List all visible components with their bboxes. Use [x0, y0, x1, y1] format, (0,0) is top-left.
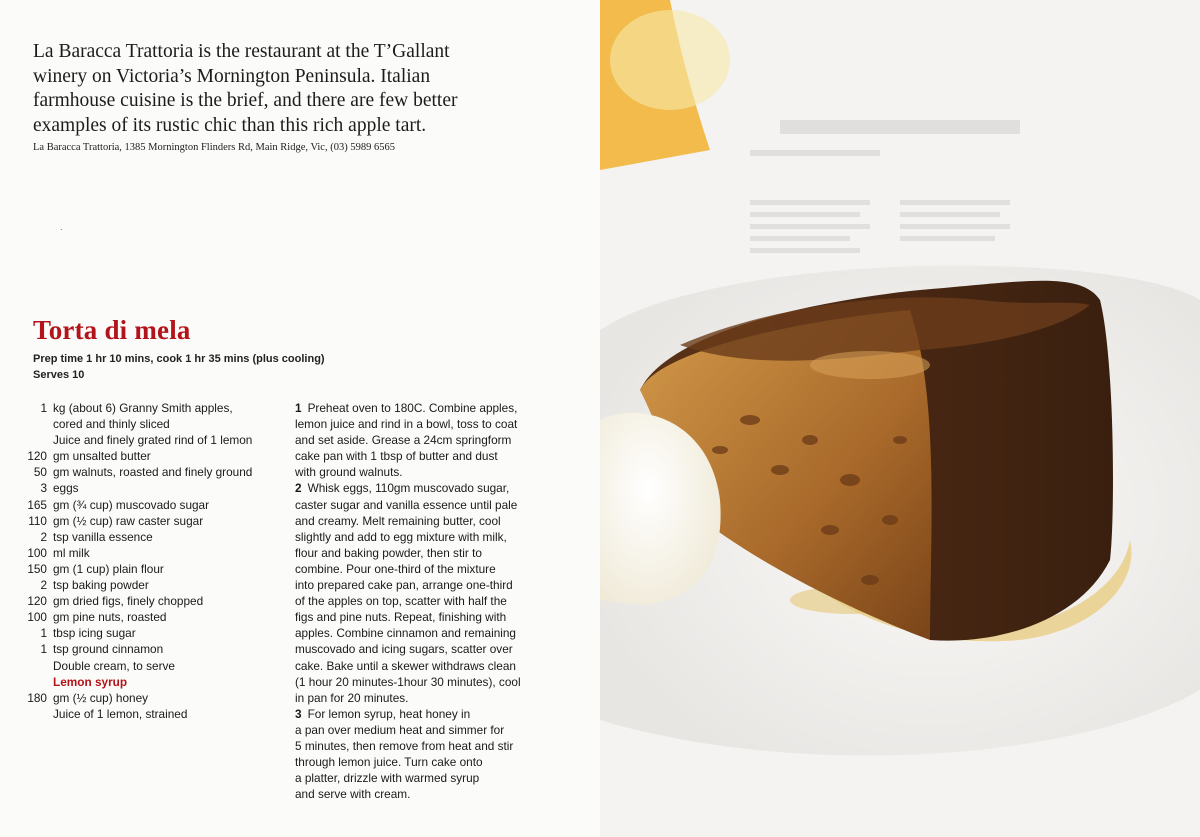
method-step-line [295, 658, 555, 674]
step-text: through lemon juice. Turn cake onto [295, 755, 483, 770]
method-step-line [295, 674, 555, 690]
ingredient-qty [22, 432, 53, 448]
step-number: 2 [295, 481, 302, 496]
method-step-line [295, 770, 555, 786]
lemon [610, 10, 730, 110]
ingredient-qty [22, 658, 53, 674]
method-step-line [295, 448, 555, 464]
cake-illustration [600, 0, 1200, 837]
ingredient-qty: 120 [27, 449, 47, 464]
ingredient-row [22, 561, 282, 577]
ingredient-text: Juice of 1 lemon, strained [53, 706, 188, 721]
print-speck: . [60, 222, 63, 232]
ingredient-qty: 120 [27, 594, 47, 609]
ingredient-row [22, 690, 282, 706]
step-text: of the apples on top, scatter with half the [295, 594, 507, 609]
step-text: figs and pine nuts. Repeat, finishing with [295, 610, 507, 625]
ingredient-text: tsp vanilla essence [53, 529, 153, 544]
step-text: cake. Bake until a skewer withdraws clean [295, 658, 516, 673]
method-step-first-line [295, 706, 555, 722]
method-step-first-line [295, 400, 555, 416]
ingredient-qty: 2 [40, 578, 47, 593]
ingredient-row [22, 706, 282, 722]
ingredient-qty: 100 [27, 545, 47, 560]
ingredients-subheading [22, 674, 282, 690]
intro-line: examples of its rustic chic than this rich apple tart. [33, 114, 427, 136]
ingredient-row [22, 577, 282, 593]
step-text: with ground walnuts. [295, 465, 403, 480]
ingredient-row [22, 529, 282, 545]
step-text: apples. Combine cinnamon and remaining [295, 626, 516, 641]
ingredient-row [22, 625, 282, 641]
step-text: (1 hour 20 minutes-1hour 30 minutes), cool [295, 674, 521, 689]
ingredient-text: eggs [53, 481, 79, 496]
ingredient-text: Lemon syrup [53, 674, 128, 689]
step-text: For lemon syrup, heat honey in [307, 706, 471, 721]
serves: Serves 10 [33, 369, 85, 381]
ingredient-qty [22, 674, 53, 690]
ingredient-qty: 50 [33, 465, 47, 480]
ingredient-row [22, 400, 282, 416]
method-step-line [295, 432, 555, 448]
ingredient-qty: 110 [28, 513, 47, 528]
method-step-line [295, 690, 555, 706]
ingredient-text: gm (½ cup) raw caster sugar [53, 513, 204, 528]
step-text: in pan for 20 minutes. [295, 690, 409, 705]
recipe-title: Torta di mela [33, 315, 191, 345]
cake-photo [600, 0, 1200, 837]
step-text: and set aside. Grease a 24cm springform [295, 433, 512, 448]
ingredient-row [22, 464, 282, 480]
step-text: Preheat oven to 180C. Combine apples, [307, 401, 518, 415]
step-text: and serve with cream. [295, 787, 411, 802]
ingredient-text: gm (½ cup) honey [53, 690, 149, 705]
ingredient-qty [22, 706, 53, 722]
intro-line: La Baracca Trattoria is the restaurant at the T’Gallant [33, 41, 450, 62]
method-list [295, 400, 555, 802]
recipe-meta [33, 351, 325, 383]
method-step-line [295, 497, 555, 513]
method-step-line [295, 529, 555, 545]
ingredient-text: cored and thinly sliced [53, 417, 170, 432]
ingredient-text: gm dried figs, finely chopped [53, 594, 204, 609]
ingredient-text: kg (about 6) Granny Smith apples, [53, 401, 233, 415]
ingredient-text: Juice and finely grated rind of 1 lemon [53, 433, 253, 448]
ingredient-row [22, 593, 282, 609]
ingredient-row [22, 497, 282, 513]
ingredient-qty: 1 [40, 401, 47, 415]
step-text: flour and baking powder, then stir to [295, 545, 482, 560]
method-step-line [295, 561, 555, 577]
ingredient-qty: 3 [40, 481, 47, 496]
ingredients-list [22, 400, 282, 722]
ingredient-qty: 1 [40, 642, 47, 657]
intro-line: farmhouse cuisine is the brief, and there are few better [33, 90, 458, 111]
method-step-line [295, 464, 555, 480]
ingredient-text: gm walnuts, roasted and finely ground [53, 465, 253, 480]
ingredient-qty: 100 [27, 610, 47, 625]
ingredient-row [22, 513, 282, 529]
method-step-line [295, 754, 555, 770]
ingredient-text: tsp baking powder [53, 578, 149, 593]
ingredient-row [22, 432, 282, 448]
ingredient-row [22, 641, 282, 657]
ingredient-qty: 2 [40, 529, 47, 544]
ingredient-text: gm (1 cup) plain flour [53, 561, 164, 576]
ingredient-qty [22, 416, 53, 432]
ingredient-qty: 1 [40, 626, 47, 641]
step-text: a platter, drizzle with warmed syrup [295, 771, 480, 786]
syrup-glaze [810, 351, 930, 379]
method-step-line [295, 722, 555, 738]
step-number: 1 [295, 401, 302, 415]
ingredient-text: gm (¾ cup) muscovado sugar [53, 497, 210, 512]
ingredient-row [22, 480, 282, 496]
ingredient-text: Double cream, to serve [53, 658, 175, 673]
method-step-first-line [295, 480, 555, 496]
method-step-line [295, 513, 555, 529]
step-text: combine. Pour one-third of the mixture [295, 561, 496, 576]
step-text: slightly and add to egg mixture with milk, [295, 529, 507, 544]
prep-time: Prep time 1 hr 10 mins, cook 1 hr 35 mins (plus cooling) [33, 353, 325, 365]
ingredient-qty: 150 [27, 561, 47, 576]
method-step-line [295, 786, 555, 802]
step-text: Whisk eggs, 110gm muscovado sugar, [307, 481, 510, 496]
step-text: a pan over medium heat and simmer for [295, 722, 505, 737]
ingredient-text: tsp ground cinnamon [53, 642, 164, 657]
ingredient-row [22, 416, 282, 432]
method-step-line [295, 593, 555, 609]
step-text: muscovado and icing sugars, scatter over [295, 642, 513, 657]
step-text: into prepared cake pan, arrange one-third [295, 578, 513, 593]
method-step-line [295, 545, 555, 561]
step-text: caster sugar and vanilla essence until pale [295, 497, 518, 512]
step-text: lemon juice and rind in a bowl, toss to coat [295, 417, 518, 432]
method-step-line [295, 416, 555, 432]
ingredient-text: gm unsalted butter [53, 449, 151, 464]
step-number: 3 [295, 706, 302, 721]
method-step-line [295, 641, 555, 657]
ingredient-row [22, 609, 282, 625]
method-step-line [295, 577, 555, 593]
ingredient-text: gm pine nuts, roasted [53, 610, 167, 625]
method-step-line [295, 625, 555, 641]
ingredient-row [22, 658, 282, 674]
intro-line: winery on Victoria’s Mornington Peninsula. Italian [33, 65, 431, 87]
intro-paragraph [33, 40, 553, 138]
ingredient-qty: 165 [27, 497, 47, 512]
ingredient-qty: 180 [27, 690, 47, 705]
step-text: cake pan with 1 tbsp of butter and dust [295, 449, 498, 464]
restaurant-address: La Baracca Trattoria, 1385 Mornington Flinders Rd, Main Ridge, Vic, (03) 5989 6565 [33, 142, 395, 153]
ingredient-row [22, 545, 282, 561]
method-step-line [295, 738, 555, 754]
ingredient-text: ml milk [53, 545, 90, 560]
ingredient-text: tbsp icing sugar [53, 626, 136, 641]
method-step-line [295, 609, 555, 625]
ingredient-row [22, 448, 282, 464]
step-text: 5 minutes, then remove from heat and stir [295, 738, 514, 753]
step-text: and creamy. Melt remaining butter, cool [295, 513, 501, 528]
